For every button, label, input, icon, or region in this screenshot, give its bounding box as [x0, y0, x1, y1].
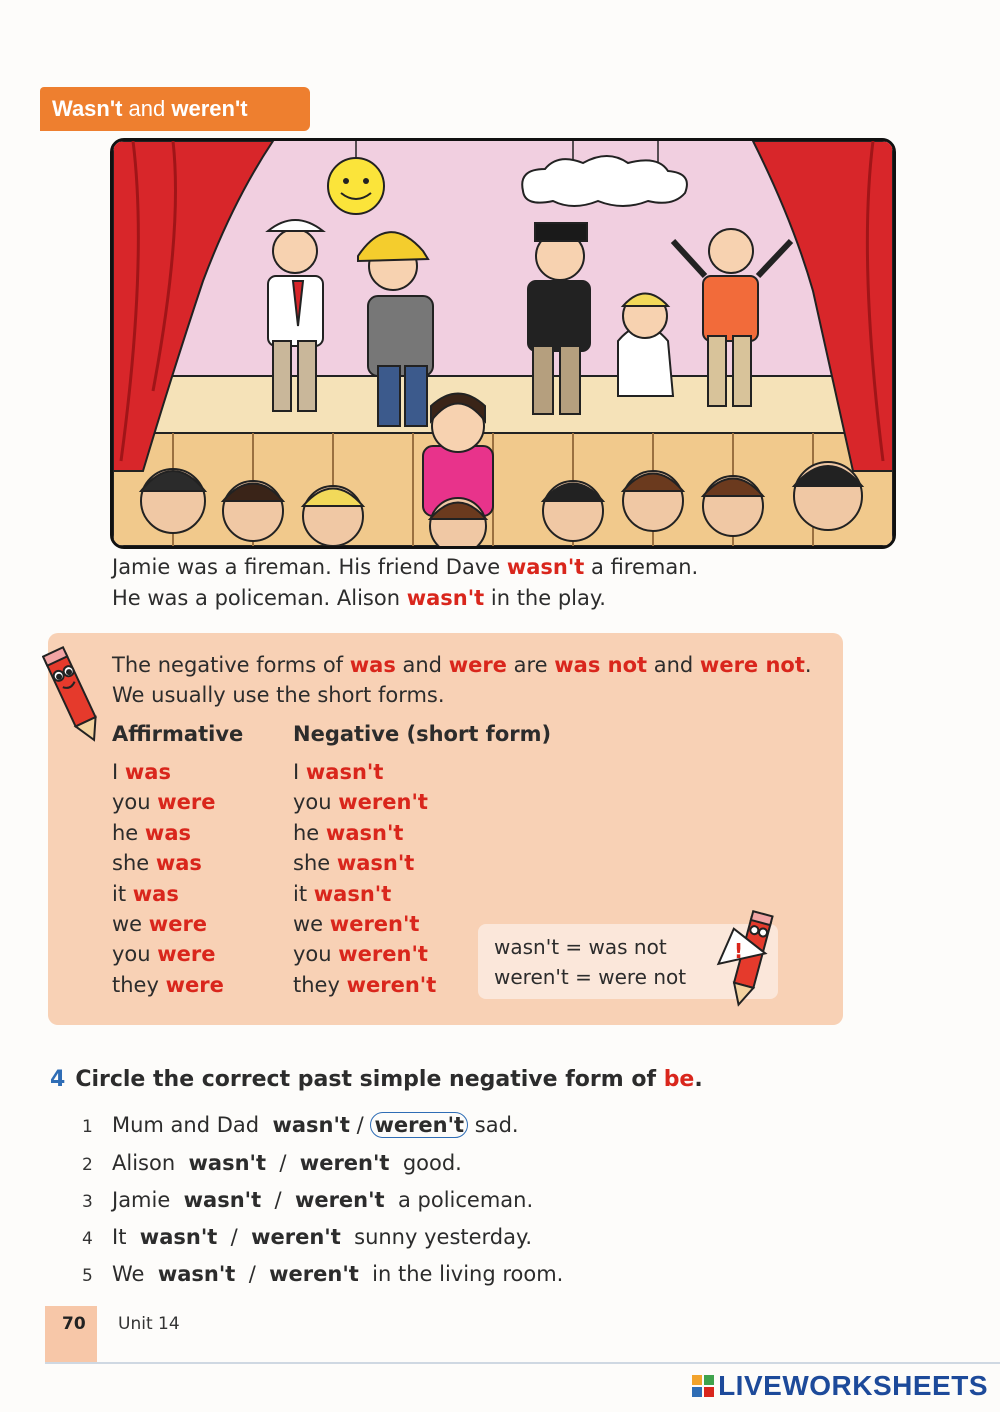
liveworksheets-logo: LIVEWORKSHEETS — [692, 1370, 988, 1402]
option-werent-circled[interactable]: weren't — [370, 1112, 468, 1138]
affirmative-column — [112, 757, 224, 1000]
negative-row: you weren't — [293, 790, 428, 815]
option-werent[interactable]: weren't — [269, 1262, 359, 1286]
exercise-item: 2 Alison wasn't / weren't good. — [82, 1151, 462, 1175]
option-werent[interactable]: weren't — [299, 1151, 390, 1175]
exercise-item: 5 We wasn't / weren't in the living room. — [82, 1262, 564, 1286]
grammar-intro-line-1: The negative forms of was and were are was not and were not. — [112, 653, 812, 677]
title-part-wasnt: Wasn't — [52, 96, 123, 121]
affirmative-row: he was — [112, 820, 191, 845]
affirmative-row: they were — [112, 972, 224, 997]
title-part-and: and — [128, 96, 166, 121]
exercise-item: 1 Mum and Dad wasn't / weren't sad. — [82, 1113, 519, 1137]
exercise-number: 4 — [50, 1067, 66, 1092]
negative-row: she wasn't — [293, 851, 415, 876]
affirmative-row: we were — [112, 912, 208, 937]
note-line-2: weren't = were not — [494, 965, 687, 989]
story-line-1: Jamie was a fireman. His friend Dave wasn't a fireman. — [112, 555, 699, 579]
negative-row: it wasn't — [293, 881, 392, 906]
affirmative-row: you were — [112, 790, 216, 815]
option-werent[interactable]: weren't — [251, 1225, 341, 1249]
story-text — [112, 552, 698, 614]
affirmative-row: I was — [112, 760, 171, 784]
page-number: 70 — [62, 1314, 86, 1334]
negative-row: he wasn't — [293, 820, 404, 845]
warning-pencil-icon — [705, 908, 783, 1013]
grammar-intro — [112, 650, 812, 710]
exercise-heading: 4 Circle the correct past simple negative form of be. — [50, 1067, 703, 1092]
grammar-intro-line-2: We usually use the short forms. — [112, 683, 445, 707]
unit-label: Unit 14 — [118, 1314, 180, 1334]
affirmative-header: Affirmative — [112, 722, 244, 746]
option-wasnt[interactable]: wasn't — [188, 1151, 266, 1175]
negative-row: they weren't — [293, 972, 437, 997]
option-wasnt[interactable]: wasn't — [157, 1262, 236, 1286]
negative-column — [293, 757, 436, 1000]
svg-text:!: ! — [734, 939, 744, 963]
negative-row: we weren't — [293, 912, 420, 937]
option-wasnt[interactable]: wasn't — [139, 1225, 218, 1249]
negative-row: you weren't — [293, 942, 428, 967]
affirmative-row: she was — [112, 851, 202, 876]
option-werent[interactable]: weren't — [294, 1188, 385, 1212]
affirmative-row: you were — [112, 942, 216, 967]
note-line-1: wasn't = was not — [494, 935, 667, 959]
story-line-2: He was a policeman. Alison wasn't in the play. — [112, 586, 606, 610]
pencil-mascot-icon — [42, 640, 102, 750]
exercise-item: 4 It wasn't / weren't sunny yesterday. — [82, 1225, 533, 1249]
title-part-werent: weren't — [171, 96, 248, 121]
stage-illustration — [110, 138, 896, 549]
negative-header: Negative (short form) — [293, 722, 552, 746]
section-title — [40, 87, 310, 131]
option-wasnt[interactable]: wasn't — [272, 1113, 350, 1137]
affirmative-row: it was — [112, 881, 179, 906]
exercise-item: 3 Jamie wasn't / weren't a policeman. — [82, 1188, 534, 1212]
negative-row: I wasn't — [293, 760, 384, 784]
liveworksheets-mark-icon — [692, 1375, 714, 1397]
footer-divider — [45, 1362, 1000, 1364]
option-wasnt[interactable]: wasn't — [183, 1188, 262, 1212]
